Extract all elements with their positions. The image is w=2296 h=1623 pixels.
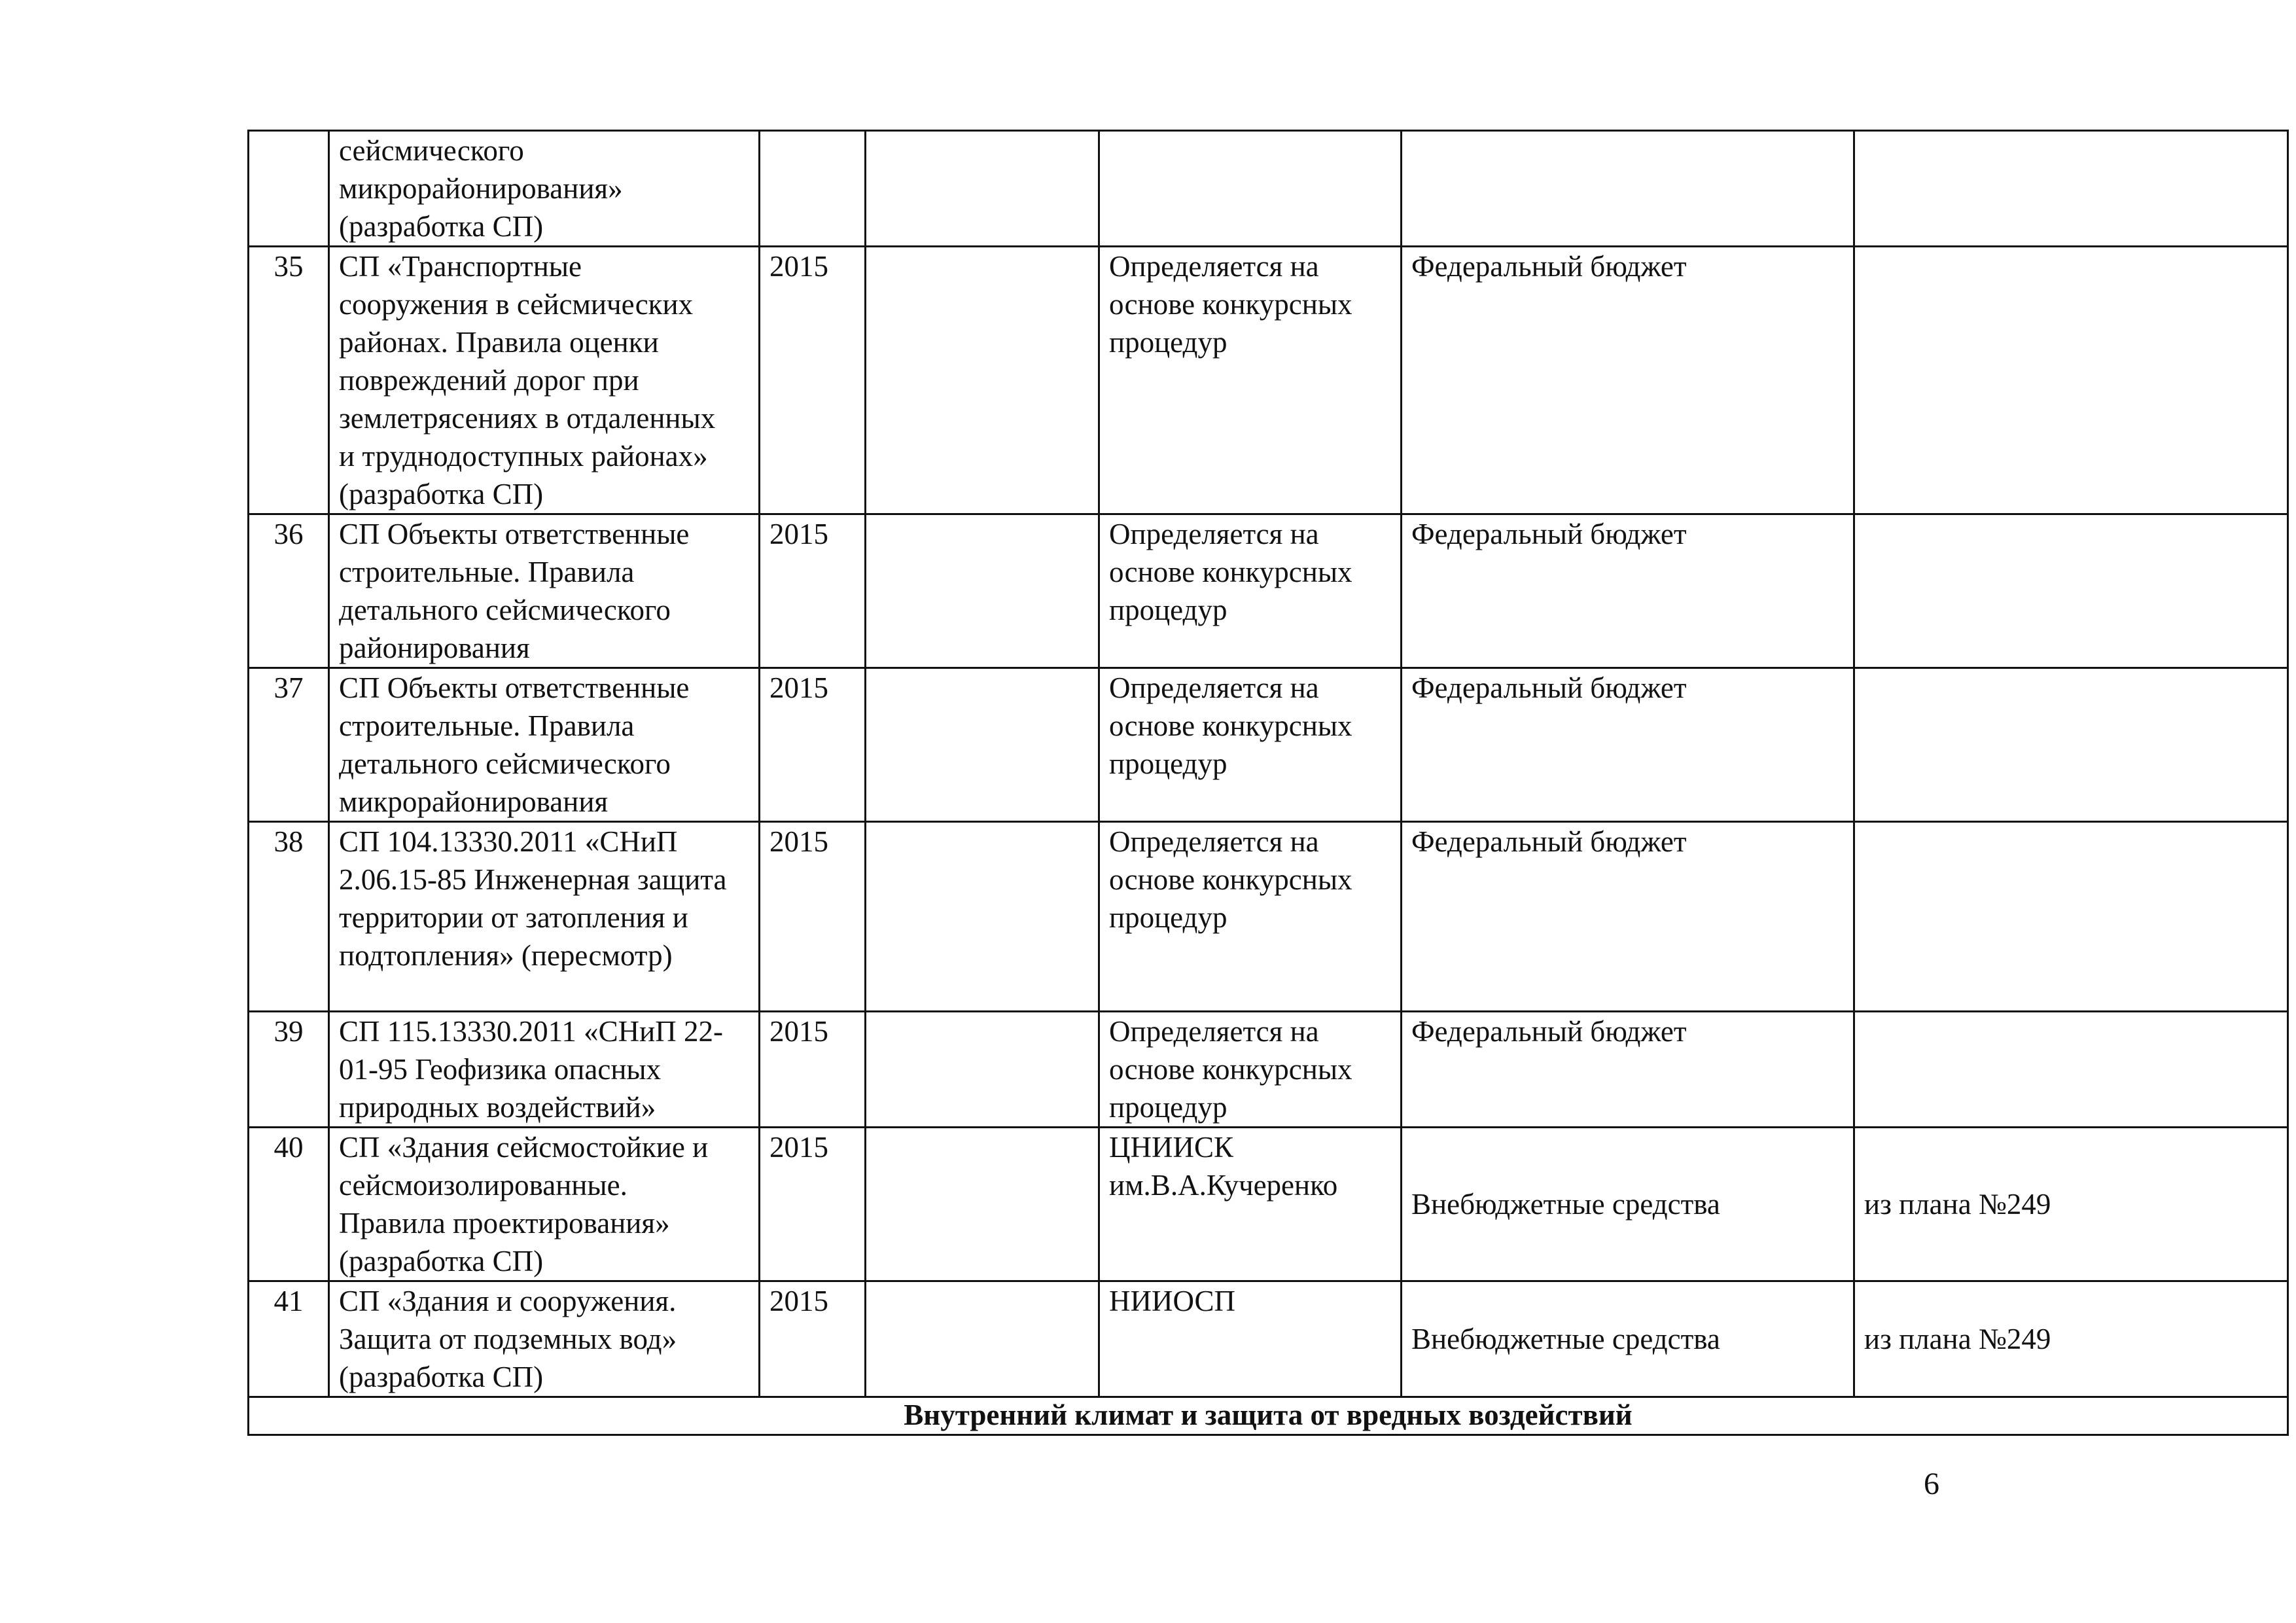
cell-executor: НИИОСП xyxy=(1099,1281,1402,1397)
cell-executor: Определяется на основе конкурсных процедур xyxy=(1099,668,1402,822)
cell-empty xyxy=(866,1281,1099,1397)
cell-empty xyxy=(866,822,1099,1012)
table-row xyxy=(249,247,2288,514)
cell-executor: Определяется на основе конкурсных процедур xyxy=(1099,247,1402,514)
cell-funding: Федеральный бюджет xyxy=(1402,514,1854,668)
cell-year: 2015 xyxy=(760,1128,866,1281)
cell-funding: Федеральный бюджет xyxy=(1402,1012,1854,1128)
table-row xyxy=(249,1012,2288,1128)
cell-funding: Федеральный бюджет xyxy=(1402,668,1854,822)
cell-executor: Определяется на основе конкурсных процедур xyxy=(1099,822,1402,1012)
cell-funding: Федеральный бюджет xyxy=(1402,822,1854,1012)
cell-num xyxy=(249,131,329,247)
cell-empty xyxy=(866,514,1099,668)
cell-name: СП Объекты ответственные строительные. Правила детального сейсмического микрорайонирования xyxy=(329,668,760,822)
section-heading: Внутренний климат и защита от вредных воздействий xyxy=(249,1397,2288,1435)
cell-name: СП «Транспортные сооружения в сейсмических районах. Правила оценки повреждений дорог при землетрясениях в отдаленных и труднодоступных районах» (разработка СП) xyxy=(329,247,760,514)
cell-empty xyxy=(866,1128,1099,1281)
cell-num: 39 xyxy=(249,1012,329,1128)
table-row-continuation xyxy=(249,131,2288,247)
cell-executor: Определяется на основе конкурсных процедур xyxy=(1099,514,1402,668)
cell-empty xyxy=(866,247,1099,514)
cell-note: из плана №249 xyxy=(1854,1128,2288,1281)
cell-funding xyxy=(1402,131,1854,247)
cell-num: 37 xyxy=(249,668,329,822)
cell-year: 2015 xyxy=(760,668,866,822)
cell-executor: Определяется на основе конкурсных процедур xyxy=(1099,1012,1402,1128)
cell-note: из плана №249 xyxy=(1854,1281,2288,1397)
cell-name: СП «Здания сейсмостойкие и сейсмоизолированные. Правила проектирования» (разработка СП) xyxy=(329,1128,760,1281)
page-number: 6 xyxy=(1924,1467,1939,1501)
cell-note xyxy=(1854,1012,2288,1128)
cell-year: 2015 xyxy=(760,822,866,1012)
cell-year xyxy=(760,131,866,247)
cell-year: 2015 xyxy=(760,1281,866,1397)
cell-note xyxy=(1854,514,2288,668)
cell-year: 2015 xyxy=(760,247,866,514)
cell-executor xyxy=(1099,131,1402,247)
cell-num: 38 xyxy=(249,822,329,1012)
cell-funding: Внебюджетные средства xyxy=(1402,1281,1854,1397)
cell-funding: Внебюджетные средства xyxy=(1402,1128,1854,1281)
cell-executor: ЦНИИСК им.В.А.Кучеренко xyxy=(1099,1128,1402,1281)
document-table xyxy=(247,130,2289,1436)
cell-empty xyxy=(866,1012,1099,1128)
cell-year: 2015 xyxy=(760,514,866,668)
cell-name: СП 115.13330.2011 «СНиП 22- 01-95 Геофизика опасных природных воздействий» xyxy=(329,1012,760,1128)
table-row xyxy=(249,668,2288,822)
cell-name: СП 104.13330.2011 «СНиП 2.06.15-85 Инженерная защита территории от затопления и подтопления» (пересмотр) xyxy=(329,822,760,1012)
table-row xyxy=(249,822,2288,1012)
cell-name: сейсмического микрорайонирования» (разработка СП) xyxy=(329,131,760,247)
section-heading-row xyxy=(249,1397,2288,1435)
cell-note xyxy=(1854,247,2288,514)
table-row xyxy=(249,1128,2288,1281)
cell-note xyxy=(1854,668,2288,822)
cell-note xyxy=(1854,822,2288,1012)
cell-name: СП Объекты ответственные строительные. Правила детального сейсмического районирования xyxy=(329,514,760,668)
table-row xyxy=(249,514,2288,668)
cell-funding: Федеральный бюджет xyxy=(1402,247,1854,514)
cell-note xyxy=(1854,131,2288,247)
cell-empty xyxy=(866,131,1099,247)
cell-num: 35 xyxy=(249,247,329,514)
cell-num: 40 xyxy=(249,1128,329,1281)
cell-num: 36 xyxy=(249,514,329,668)
cell-name: СП «Здания и сооружения. Защита от подземных вод» (разработка СП) xyxy=(329,1281,760,1397)
table-row xyxy=(249,1281,2288,1397)
cell-year: 2015 xyxy=(760,1012,866,1128)
cell-num: 41 xyxy=(249,1281,329,1397)
cell-empty xyxy=(866,668,1099,822)
